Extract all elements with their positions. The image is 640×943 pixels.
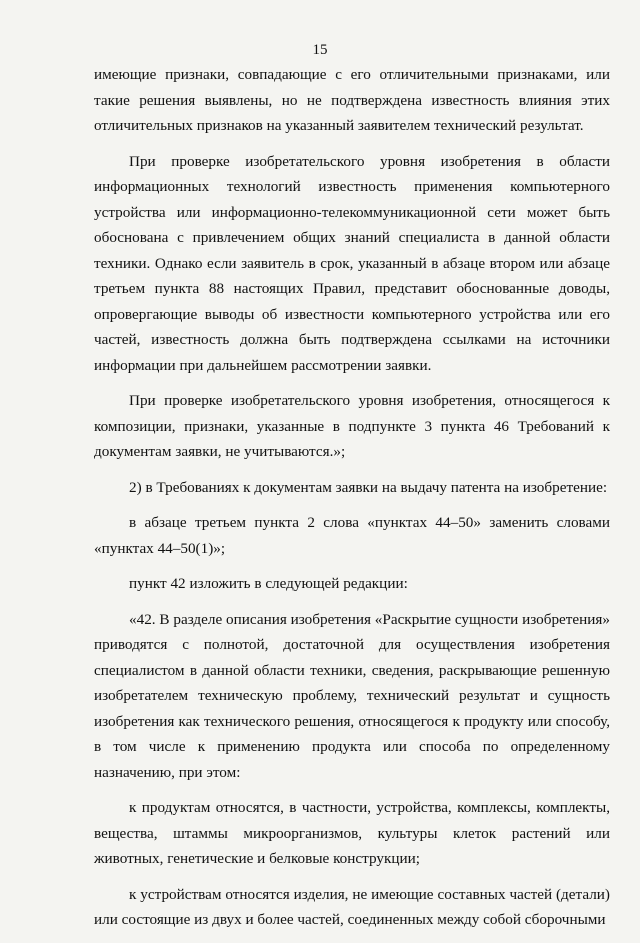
paragraph: в абзаце третьем пункта 2 слова «пунктах 44–50» заменить словами «пунктах 44–50(1)»; [94, 514, 610, 557]
paragraph: 2) в Требованиях к документам заявки на выдачу патента на изобретение: [129, 478, 608, 496]
paragraph: к устройствам относятся изделия, не имеющие составных частей (детали) или состоящие из двух и более частей, соединенных между собой сборочными [94, 885, 610, 928]
page-number: 15 [312, 42, 328, 58]
paragraph: к продуктам относятся, в частности, устройства, комплексы, комплекты, вещества, штаммы микроорганизмов, культуры клеток растений или животных, генетические и белковые конструкции; [94, 799, 610, 867]
paragraph: При проверке изобретательского уровня изобретения в области информационных технологий известность применения компьютерного устройства или информационно-телекоммуникационной сети может быть обоснована с привлечением общих знаний специалиста в данной области техники. Однако если заявитель в срок, указанный в абзаце втором или абзаце третьем пункта 88 настоящих Правил, представит обоснованные доводы, опровергающие выводы об известности компьютерного устройства или его частей, известность должна быть подтверждена ссылками на источники информации при дальнейшем рассмотрении заявки. [94, 152, 610, 374]
body-text [94, 62, 610, 943]
paragraph: пункт 42 изложить в следующей редакции: [129, 575, 408, 592]
paragraph: «42. В разделе описания изобретения «Раскрытие сущности изобретения» приводятся с полнотой, достаточной для осуществления изобретения специалистом в данной области техники, сведения, раскрывающие решенную изобретателем техническую проблему, технический результат и сущность изобретения как технического решения, относящегося к продукту или способу, в том числе к применению продукта или способа по определенному назначению, при этом: [94, 610, 610, 781]
paragraph: При проверке изобретательского уровня изобретения, относящегося к композиции, признаки, указанные в подпункте 3 пункта 46 Требований к документам заявки, не учитываются.»; [94, 392, 610, 460]
paragraph: имеющие признаки, совпадающие с его отличительными признаками, или такие решения выявлены, но не подтверждена известность влияния этих отличительных признаков на указанный заявителем технический результат. [94, 66, 610, 134]
